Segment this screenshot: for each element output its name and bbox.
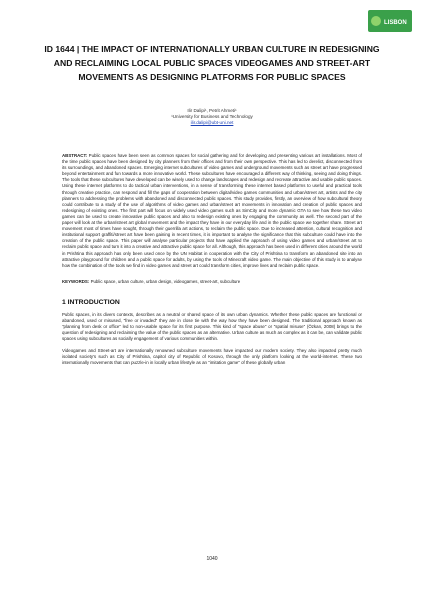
author-affiliation: ¹University for Business and Technology	[171, 114, 253, 119]
keywords-text: Public space, urban culture, urban design, videogames, street-art, subculture	[90, 279, 241, 284]
author-names: Ilir Dalipi¹, Petrit Ahmeti¹	[187, 108, 237, 113]
abstract	[62, 153, 362, 269]
logo-text: LISBON	[384, 20, 407, 26]
paper-title: ID 1644 | THE IMPACT OF INTERNATIONALLY URBAN CULTURE IN REDESIGNING AND RECLAIMING LOCAL PUBLIC SPACES VIDEOGAMES AND STREET-ART MOVEMENTS AS DESIGNING PLATFORMS FOR PUBLIC SPACES	[44, 44, 380, 82]
intro-paragraph-2: Videogames and Street-art are internationally renowned subculture movements have impacted our modern society. They also impacted pretty much isolated society's such as City of Prishtina, capitol city of Republic of Kosovo, through the only platform looking at the world-internet. These two internationally movements that can puzzle-in in locally urban lifestyle as an "imitation game" of these globally urban	[62, 348, 362, 366]
author-block	[40, 108, 384, 126]
abstract-label: ABSTRACT:	[62, 153, 88, 158]
abstract-text: Public spaces have been seen as common spaces for social gathering and for developing and presenting various art installations. Most of the time public spaces have been designed by city planners from their offices and from their own perspective. This has led to derelict, disconnected from its surroundings, and abandoned spaces. Emerging internet subcultures of video games and underground movements such as street art have progressed beyond entertainment and fun towards a more innovative world. These subcultures have encouraged a different way of thinking, seeing and doing things. The tools that these subcultures have developed can be wisely used to change landscapes and redesign and recreate attractive and usable public spaces. Using these internet platforms to do tactical urban interventions, in a sense of transforming these internet based platforms to useful and practical tools through creative practice, can respond and fill the gaps of cooperation between digital/video games communities and urban/street art, artists and the city planners to addressing the problems with abandoned and disconnected public spaces. This study provides, firstly, an overview of how subcultural theory could contribute to a study of the use of algorithms of video games and urban/street art movements in innovation and creation of public spaces and redesigning of existing ones. The first part will focus on widely used video games such as SimCity and more dynamic GTA to see how these two video games can be used to create innovative public spaces and also to redesign existing ones by engaging the community as well. The second part of the paper will look at the urban/street art global movement and the impact they have in our everyday life and in the public space we together share. Street art movement most of times have sought, through their guerrilla art actions, to reclaim the public space. Due to increased attention, cultural recognition and institutional support graffiti/street art have been gaining in recent times, it is important to analyse the significance that this subculture could have into the creation of the public space. This paper will analyse particular projects that have applied the approach of using video games and urban/street art to reclaim public space and turn it into a creative and attractive public space for all. Although, this approach has been used in different cities around the world in Prishtina this approach has only been used once by the UN Habitat in cooperation with the City of Prishtina to transform an abandoned site into an attractive playground for children and a public space for adults, by using the tools of Minecraft video game. The main objective of this study is to analyse how the combination of the tools we find in video games and street art could transform cities, improve lives and reclaim public space.	[62, 153, 362, 268]
keywords-label: KEYWORDS:	[62, 279, 90, 284]
conference-logo	[368, 10, 412, 32]
keywords	[62, 279, 362, 285]
intro-paragraph-1: Public spaces, in its divers contexts, describes as a neutral or shared space of its own urban dynamics. Whether these public spaces are functional or abandoned, used or misused, "free or invaded" they are in close tie with the way how they have been designed. The traditional approach known as "planning from desk or office" led to non-usable space for its first purpose. This kind of "space abuse" or "spatial misuse" (Özkan, 2008) brings to the question of redesigning and reclaiming the value of the public spaces as an alternative. Urban culture as much as complex as it can be, can validate public spaces using subcultures as socially engagement of various communities within.	[62, 312, 362, 342]
author-email-link[interactable]: ilir.dalipi@ubt-uni.net	[190, 120, 234, 125]
page-number: 1040	[206, 556, 218, 562]
section-heading-introduction: 1 INTRODUCTION	[62, 299, 120, 306]
